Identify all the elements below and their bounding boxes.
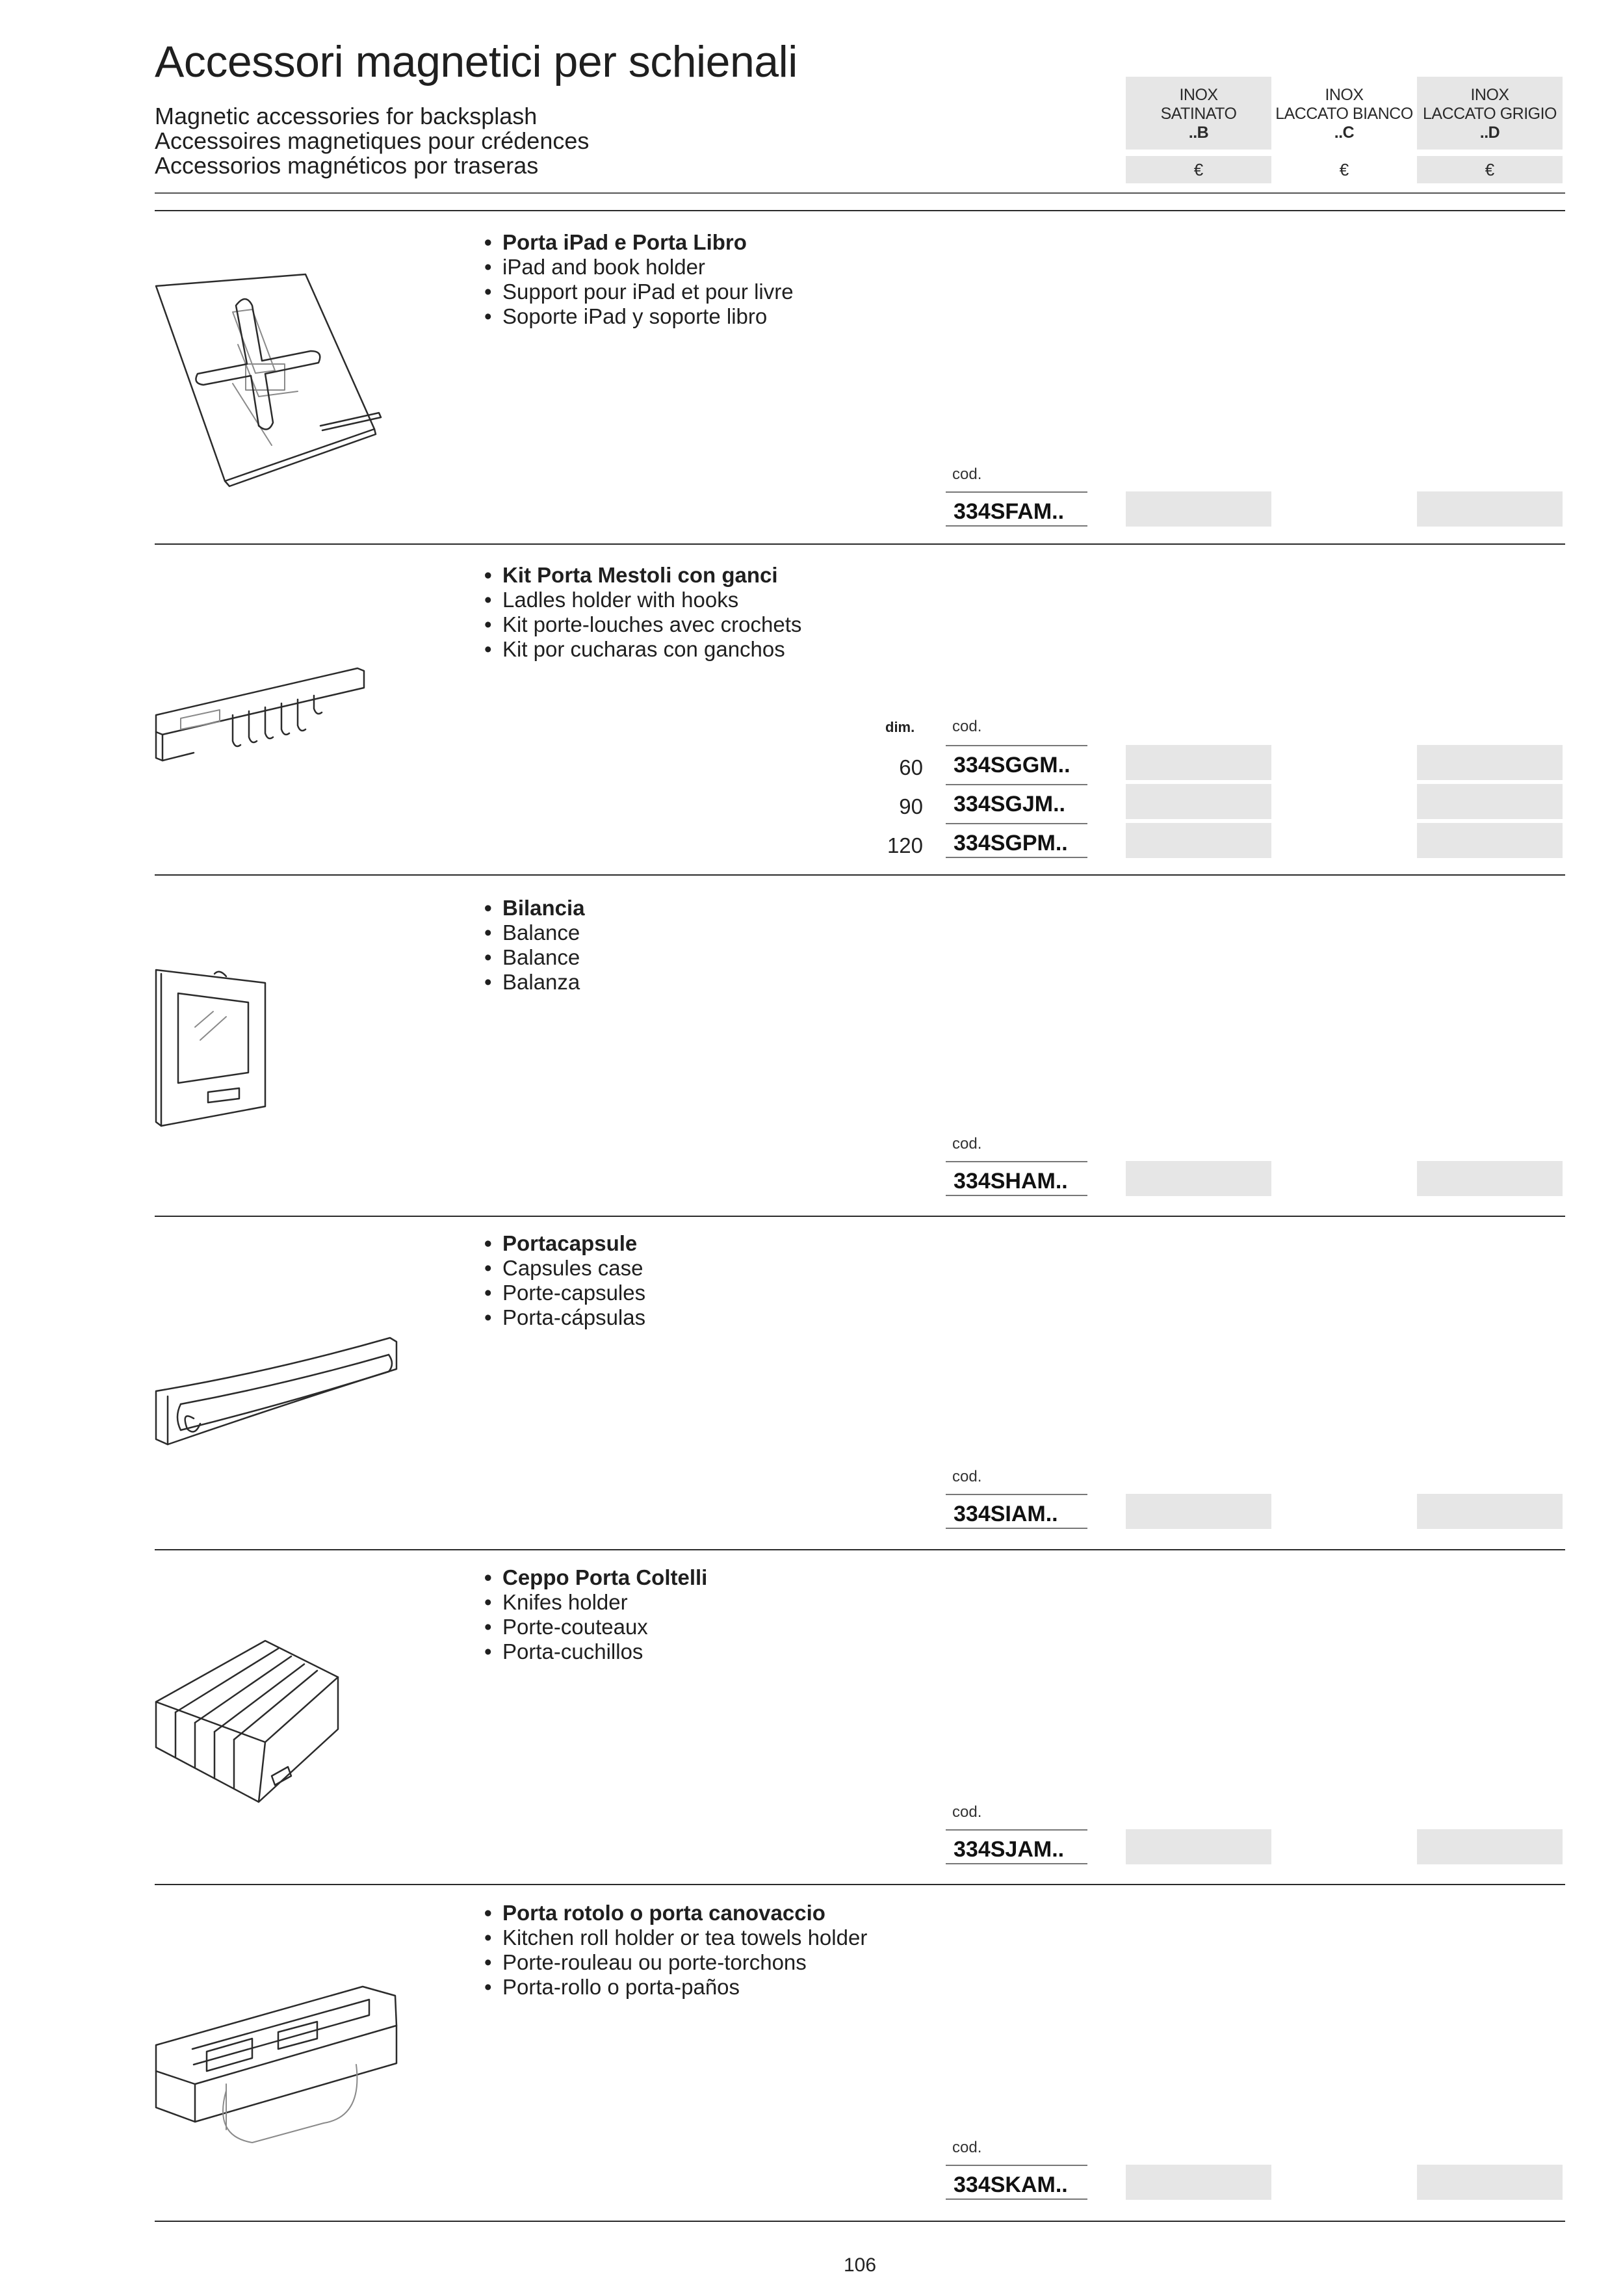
header-rule (155, 210, 1565, 211)
code-label: cod. (952, 1135, 982, 1153)
price-cell-laccato-grigio (1417, 784, 1563, 819)
price-cell-laccato-grigio (1417, 1161, 1563, 1196)
price-cell-laccato-grigio (1417, 745, 1563, 780)
section-rule (155, 1549, 1565, 1550)
product-description: • Porta rotolo o porta canovaccio • Kitchen roll holder or tea towels holder • Porte-rouleau ou porte-torchons • Porta-rollo o porta-paños (483, 1901, 867, 2000)
code-label: cod. (952, 465, 982, 483)
code-cell: 334SGGM.. (946, 745, 1087, 780)
price-cell-satinato (1126, 1161, 1271, 1196)
dimension-value: 60 (899, 755, 923, 779)
code-label: cod. (952, 1468, 982, 1485)
page-number: 106 (844, 2254, 877, 2276)
price-cell-laccato-grigio (1417, 1494, 1563, 1529)
dimension-value: 120 (887, 833, 923, 857)
product-description: • Bilancia • Balance • Balance • Balanza (483, 896, 585, 995)
section-rule (155, 874, 1565, 876)
currency-laccato-bianco: € (1339, 160, 1349, 179)
capsule-case-illustration (155, 1333, 402, 1443)
code-label: cod. (952, 718, 982, 735)
code-cell: 334SHAM.. (946, 1161, 1087, 1196)
scale-illustration (155, 969, 272, 1131)
product-description: • Porta iPad e Porta Libro • iPad and book holder • Support pour iPad et pour livre • Soporte iPad y soporte libro (483, 230, 794, 329)
knife-block-illustration (155, 1632, 343, 1807)
price-cell-satinato (1126, 784, 1271, 819)
price-cell-satinato (1126, 823, 1271, 858)
product-description: • Ceppo Porta Coltelli • Knifes holder • Porte-couteaux • Porta-cuchillos (483, 1565, 707, 1664)
section-rule (155, 543, 1565, 545)
code-cell: 334SGPM.. (946, 823, 1087, 858)
currency-satinato: € (1126, 156, 1271, 183)
code-cell: 334SKAM.. (946, 2165, 1087, 2200)
header-rule-top (155, 192, 1565, 194)
price-cell-satinato (1126, 745, 1271, 780)
code-cell: 334SIAM.. (946, 1494, 1087, 1529)
dimension-value: 90 (899, 794, 923, 818)
product-description: • Portacapsule • Capsules case • Porte-capsules • Porta-cápsulas (483, 1231, 645, 1330)
price-cell-satinato (1126, 1829, 1271, 1864)
price-cell-laccato-grigio (1417, 2165, 1563, 2200)
ipad-book-holder-illustration (155, 267, 389, 488)
roll-holder-illustration (155, 1974, 402, 2156)
price-cell-laccato-grigio (1417, 823, 1563, 858)
currency-laccato-grigio: € (1417, 156, 1563, 183)
subtitle-es: Accessorios magnéticos por traseras (155, 152, 539, 179)
price-cell-laccato-grigio (1417, 1829, 1563, 1864)
ladles-holder-illustration (155, 657, 376, 767)
section-rule (155, 2221, 1565, 2222)
price-cell-satinato (1126, 1494, 1271, 1529)
section-rule (155, 1884, 1565, 1885)
code-cell: 334SGJM.. (946, 784, 1087, 819)
code-label: cod. (952, 2139, 982, 2156)
product-description: • Kit Porta Mestoli con ganci • Ladles holder with hooks • Kit porte-louches avec crochets • Kit por cucharas con ganchos (483, 563, 801, 662)
price-cell-satinato (1126, 491, 1271, 527)
column-header-laccato-bianco: INOX LACCATO BIANCO ..C (1275, 86, 1413, 142)
column-header-laccato-grigio: INOX LACCATO GRIGIO ..D (1417, 77, 1563, 150)
section-rule (155, 1216, 1565, 1217)
page-title: Accessori magnetici per schienali (155, 37, 798, 86)
dim-label: dim. (885, 719, 915, 735)
price-cell-satinato (1126, 2165, 1271, 2200)
price-cell-laccato-grigio (1417, 491, 1563, 527)
column-header-satinato: INOX SATINATO ..B (1126, 77, 1271, 150)
subtitle-fr: Accessoires magnetiques pour crédences (155, 127, 590, 154)
code-label: cod. (952, 1803, 982, 1821)
code-cell: 334SFAM.. (946, 491, 1087, 527)
subtitle-en: Magnetic accessories for backsplash (155, 103, 538, 129)
code-cell: 334SJAM.. (946, 1829, 1087, 1864)
